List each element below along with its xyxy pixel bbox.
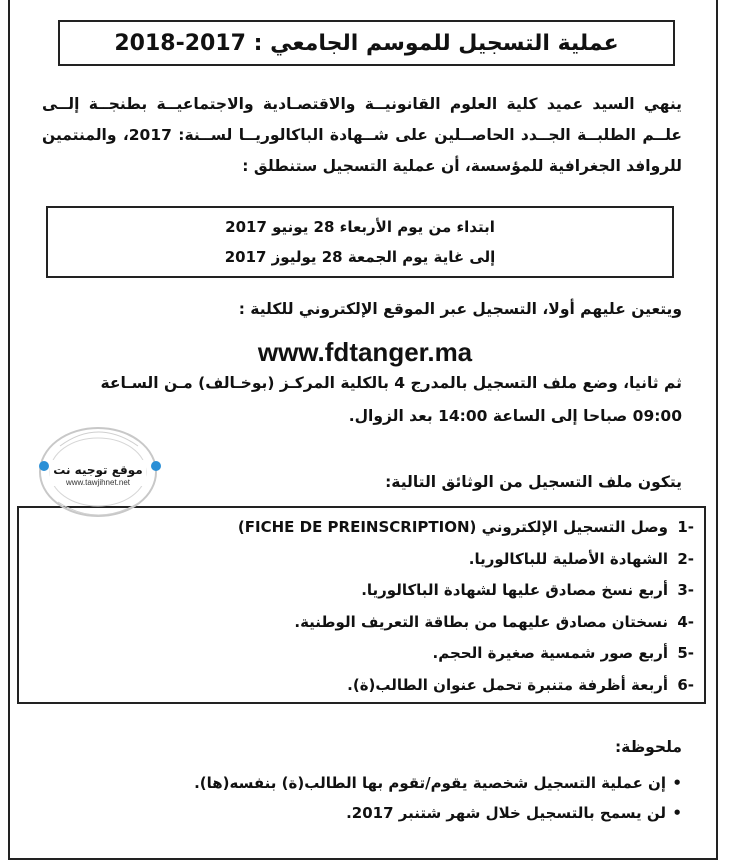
documents-list: [19, 512, 694, 701]
notes-heading: ملحوظة:: [614, 738, 682, 756]
bullet-icon: •: [672, 774, 682, 792]
notes-list: [194, 768, 682, 828]
document-item: -5 أربع صور شمسية صغيرة الحجم.: [432, 644, 694, 662]
page-title: [58, 20, 675, 66]
online-registration-step: ويتعين عليهم أولا، التسجيل عبر الموقع الإلكتروني للكلية :: [238, 300, 682, 318]
watermark-url: www.tawjihnet.net: [65, 478, 131, 487]
watermark-label: موقع توجيه نت: [53, 463, 143, 477]
note-item: •إن عملية التسجيل شخصية يقوم/تقوم بها الطالب(ة) بنفسه(ها).: [194, 768, 682, 798]
registration-dates-box: [46, 206, 674, 278]
document-item: -3 أربع نسخ مصادق عليها لشهادة الباكالوريا.: [361, 581, 694, 599]
registration-end-date: إلى غاية يوم الجمعة 28 يوليوز 2017: [224, 248, 496, 266]
deposit-step-line-1: ثم ثانيا، وضع ملف التسجيل بالمدرج 4 بالكلية المركـز (بوخـالف) مـن السـاعة: [100, 374, 682, 392]
watermark-logo: [28, 410, 188, 540]
document-page: [8, 0, 718, 860]
documents-heading: يتكون ملف التسجيل من الوثائق التالية:: [385, 473, 682, 491]
dot-icon: [151, 461, 161, 471]
document-item: -4 نسختان مصادق عليهما من بطاقة التعريف الوطنية.: [294, 612, 694, 631]
website-link[interactable]: www.fdtanger.ma: [257, 337, 473, 367]
notes-list-wrapper: [194, 768, 682, 828]
bullet-icon: •: [672, 804, 682, 822]
page-title-text: عملية التسجيل للموسم الجامعي : 2017-2018: [114, 30, 619, 56]
dot-icon: [39, 461, 49, 471]
note-item: •لن يسمح بالتسجيل خلال شهر شتنبر 2017.: [194, 798, 682, 828]
deposit-step-line-2: 09:00 صباحا إلى الساعة 14:00 بعد الزوال.: [348, 407, 682, 425]
document-item: -1 وصل التسجيل الإلكتروني (FICHE DE PREINSCRIPTION): [237, 518, 694, 536]
intro-paragraph: ينهي السيد عميد كلية العلوم القانونيــة والاقتصـادية والاجتماعيــة بطنجــة إلــى علــم الطلبــة الجــدد الحاصــلين على شــهادة الباكالوريــا لســنة: 2017، والمنتمين للروافد الجغرافية للمؤسسة، أن عملية التسجيل ستنطلق :: [42, 95, 683, 175]
document-item: -6 أربعة أظرفة متنبرة تحمل عنوان الطالب(ة).: [347, 675, 694, 694]
document-item: -2 الشهادة الأصلية للباكالوريا.: [468, 549, 694, 568]
registration-start-date: ابتداء من يوم الأربعاء 28 يونيو 2017: [225, 218, 495, 236]
